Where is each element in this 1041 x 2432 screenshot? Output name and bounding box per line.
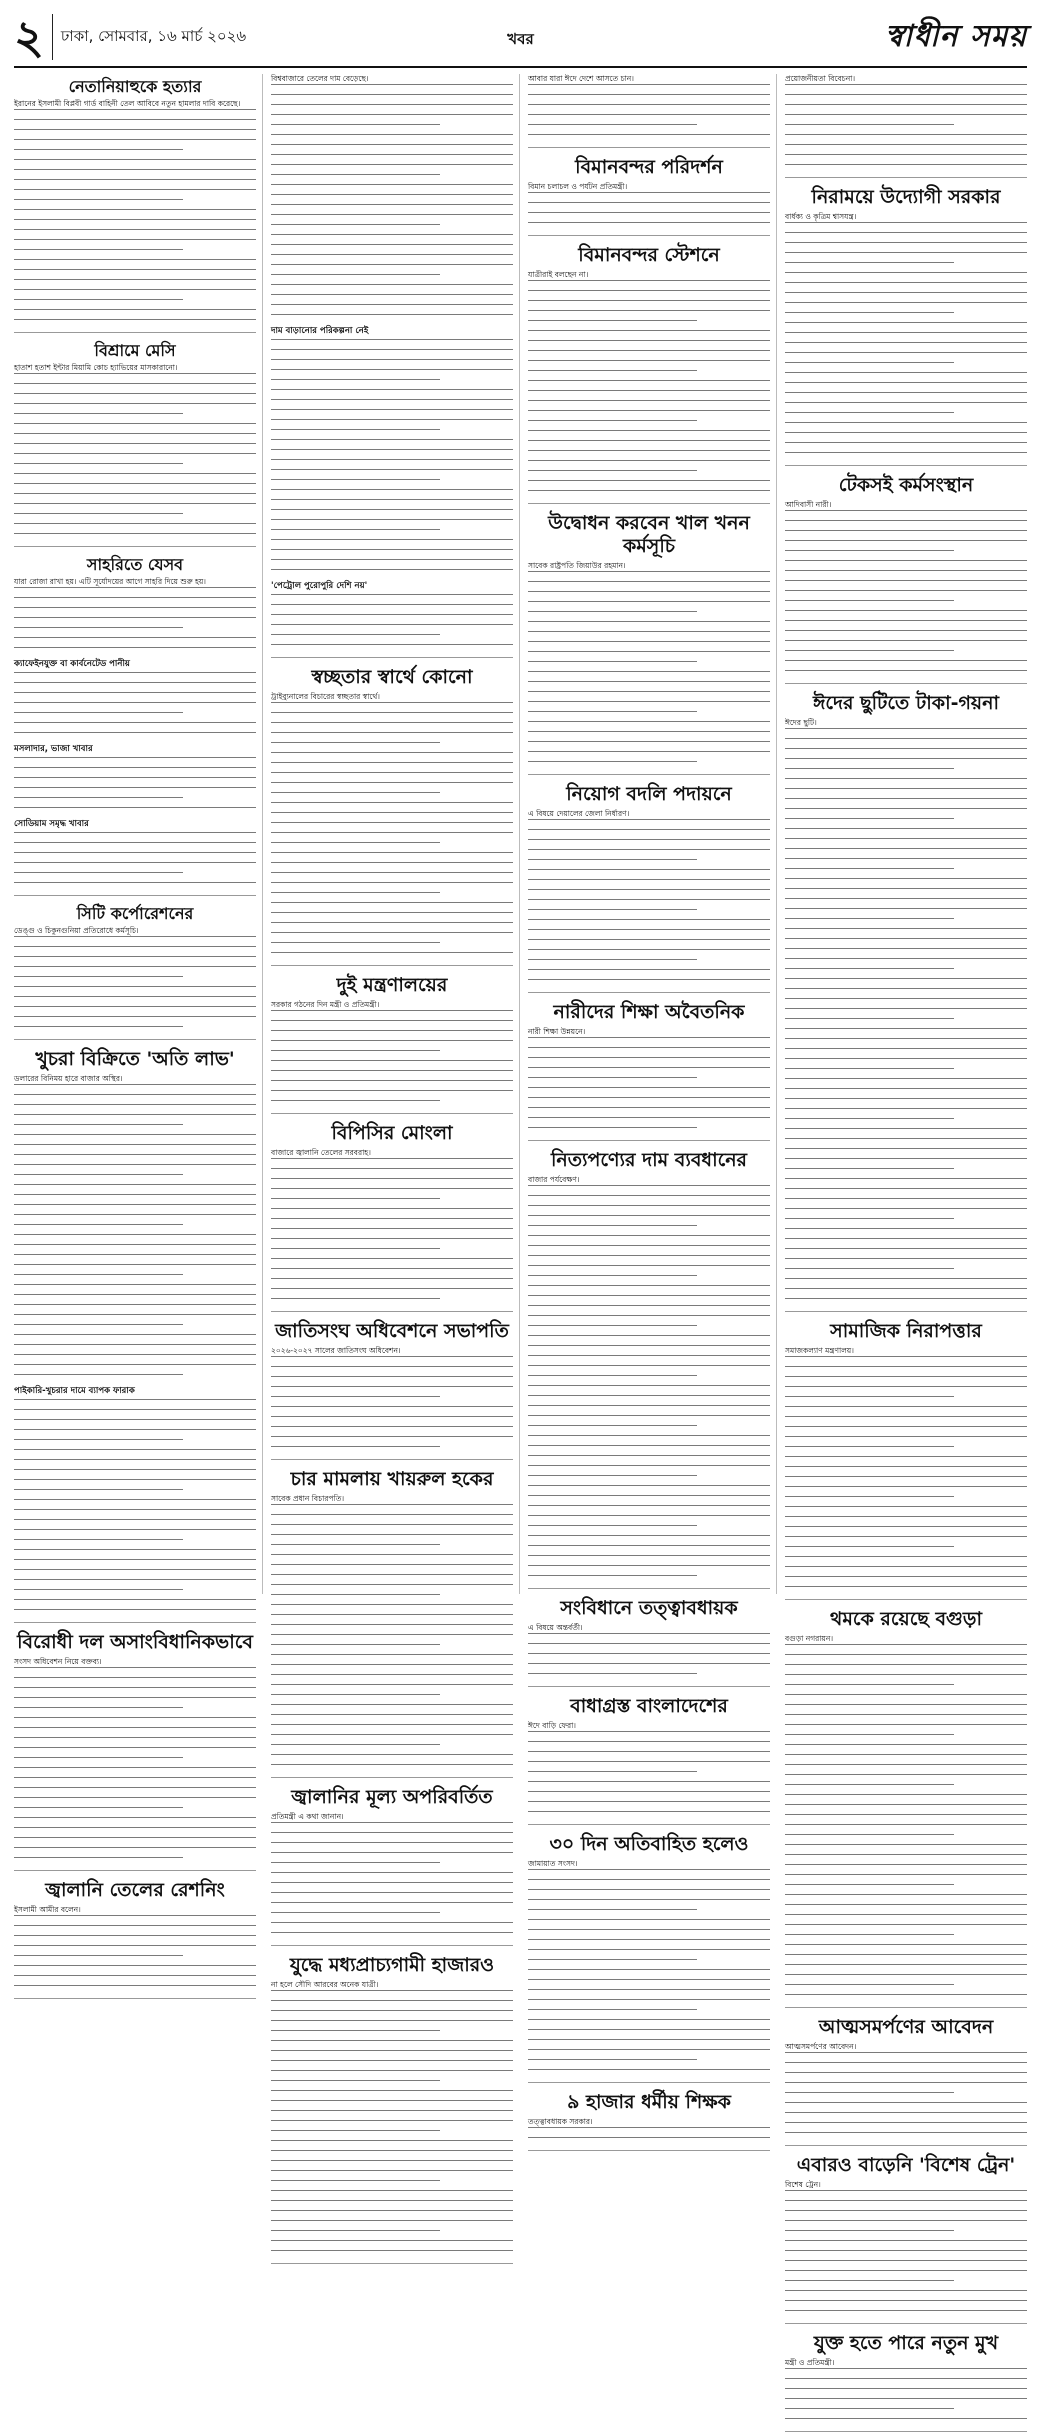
story-lead: আবার যারা ঈদে দেশে আসতে চান। [528, 74, 634, 83]
story-body [785, 1634, 1027, 1995]
story-body [785, 2358, 1027, 2419]
section-label: খবর [507, 30, 534, 48]
story-headline[interactable]: যুদ্ধে মধ্যপ্রাচ্যগামী হাজারও [289, 1954, 495, 1976]
story-lead: প্রতিমন্ত্রী এ কথা জানান। [271, 1812, 344, 1821]
text-lines [14, 1084, 256, 1375]
story-headline[interactable]: ৩০ দিন অতিবাহিত হলেও [549, 1833, 749, 1855]
story-lead: সাবেক রাষ্ট্রপতি জিয়াউর রহমান। [528, 561, 626, 570]
story-body [528, 1027, 770, 1128]
story-headline[interactable]: টেকসই কর্মসংস্থান [838, 474, 974, 496]
column-3 [528, 74, 777, 2126]
story [14, 901, 256, 1040]
story [528, 780, 770, 993]
page-number: ২ [14, 14, 53, 60]
story [14, 74, 256, 333]
story [271, 1317, 513, 1460]
story-headline[interactable]: সাহরিতে যেসব [86, 555, 184, 574]
text-lines [785, 2368, 1027, 2419]
story-headline[interactable]: নিত্যপণ্যের দাম ব্যবধানের [550, 1149, 748, 1171]
story-body [271, 1980, 513, 2251]
story [528, 2088, 770, 2151]
story [785, 2151, 1027, 2324]
story-headline[interactable]: উদ্বোধন করবেন খাল খনন কর্মসূচি [548, 512, 750, 557]
column-2 [271, 74, 520, 1989]
story-body [14, 99, 256, 320]
story-body [271, 1812, 513, 1933]
story [785, 1317, 1027, 1600]
story [528, 509, 770, 775]
story [785, 689, 1027, 1312]
text-lines [14, 936, 256, 1027]
story-headline[interactable]: বাধাগ্রস্ত বাংলাদেশের [570, 1695, 728, 1717]
story-lead: হাতাশ হতাশ ইন্টার মিয়ামি কোচ হ্যাভিয়ের মাসকারানো। [14, 363, 178, 372]
text-lines [14, 672, 256, 733]
story-lead: ইরানের ইসলামী বিপ্লবী গার্ড বাহিনী তেল আবিবে নতুন হামলার দাবি করেছে। [14, 99, 241, 108]
story-lead: আত্মসমর্পণের আবেদন। [785, 2042, 857, 2051]
text-lines [271, 339, 513, 570]
story-headline[interactable]: জ্বালানি তেলের রেশনিং [45, 1879, 225, 1901]
story-subheading: পাইকারি-খুচরার দামে ব্যাপক ফারাক [14, 1386, 135, 1396]
story-lead: জামায়াত সংসদ। [528, 1859, 578, 1868]
story-lead: বিমান চলাচল ও পর্যটন প্রতিমন্ত্রী। [528, 182, 628, 191]
story [271, 971, 513, 1114]
story [528, 1830, 770, 2083]
story-lead: ঈদে বাড়ি ফেরা। [528, 1721, 576, 1730]
text-lines [785, 1356, 1027, 1587]
story [785, 2329, 1027, 2432]
story-body [528, 1859, 770, 2070]
story-lead: সরকার গঠনের দিন মন্ত্রী ও প্রতিমন্ত্রী। [271, 1000, 380, 1009]
story-lead: সমাজকল্যাণ মন্ত্রণালয়। [785, 1346, 854, 1355]
story [785, 74, 1027, 178]
story-lead: ২০২৬-২০২৭ সালের জাতিসংঘ অধিবেশন। [271, 1346, 401, 1355]
story [528, 1692, 770, 1825]
text-lines [14, 1667, 256, 1858]
story-body [14, 1657, 256, 1858]
story-body [528, 1175, 770, 1576]
text-lines [528, 1185, 770, 1576]
text-lines [528, 571, 770, 762]
text-lines [785, 728, 1027, 1299]
story [528, 153, 770, 236]
story-headline[interactable]: চার মামলায় খায়রুল হকের [290, 1468, 494, 1490]
story-body [528, 561, 770, 762]
story-body [14, 1074, 256, 1610]
text-lines [14, 1399, 256, 1610]
story-headline[interactable]: নেতানিয়াহুকে হত্যার [68, 77, 202, 96]
story-subheading: ক্যাফেইনযুক্ত বা কার্বনেটেড পানীয় [14, 659, 130, 669]
story [14, 1628, 256, 1871]
text-lines [528, 1731, 770, 1812]
text-lines [528, 84, 770, 135]
text-lines [14, 757, 256, 808]
text-lines [528, 2127, 770, 2138]
text-lines [14, 373, 256, 534]
story-body [528, 1721, 770, 1812]
story-headline[interactable]: আত্মসমর্পণের আবেদন [818, 2016, 994, 2038]
story-lead: যারা রোজা রাখা হয়। এটি সূর্যোদয়ের আগে সাহরি দিয়ে শুরু হয়। [14, 577, 206, 586]
story-lead: সংসদ অধিবেশন নিয়ে বক্তব্য। [14, 1657, 102, 1666]
story-headline[interactable]: বিমানবন্দর স্টেশনে [578, 244, 720, 266]
story-headline[interactable]: জাতিসংঘ অধিবেশনে সভাপতি [275, 1320, 509, 1342]
story-lead: না হলে সৌদি আরবের অনেক যাত্রী। [271, 1980, 379, 1989]
story-headline[interactable]: নারীদের শিক্ষা অবৈতনিক [553, 1001, 745, 1023]
story [271, 1951, 513, 2264]
story-body [14, 1905, 256, 1986]
story-body [271, 1494, 513, 1765]
text-lines [14, 1915, 256, 1986]
story-body [528, 182, 770, 223]
story-lead: নারী শিক্ষা উন্নয়নে। [528, 1027, 586, 1036]
story-headline[interactable]: সামাজিক নিরাপত্তার [830, 1320, 982, 1342]
story [785, 471, 1027, 684]
text-lines [528, 1633, 770, 1674]
text-lines [785, 1644, 1027, 1995]
story-headline[interactable]: সংবিধানে তত্ত্বাবধায়ক [560, 1597, 738, 1619]
story-body [271, 1148, 513, 1299]
story [271, 663, 513, 966]
masthead [14, 8, 1027, 68]
story-lead: আদিবাসী নারী। [785, 500, 832, 509]
story-body [528, 74, 770, 135]
text-lines [271, 84, 513, 315]
story [785, 183, 1027, 466]
text-lines [271, 1010, 513, 1101]
text-lines [528, 280, 770, 491]
story-subheading: সোডিয়াম সমৃদ্ধ খাবার [14, 819, 89, 829]
text-lines [785, 222, 1027, 453]
story-lead: এ বিষয়ে অন্তর্বর্তী। [528, 1623, 583, 1632]
text-lines [271, 1356, 513, 1447]
story [14, 1876, 256, 1999]
story-body [528, 270, 770, 491]
text-lines [528, 1037, 770, 1128]
story [528, 1594, 770, 1687]
story-body [528, 1623, 770, 1674]
story [271, 1783, 513, 1946]
story-subheading: 'পেট্রোল পুরোপুরি দেশি নয়' [271, 581, 368, 591]
story-body [271, 692, 513, 953]
story [271, 1119, 513, 1312]
story-headline[interactable]: দুই মন্ত্রণালয়ের [336, 974, 448, 996]
column-1 [14, 74, 263, 1914]
story-headline[interactable]: নিরাময়ে উদ্যোগী সরকার [811, 186, 1001, 208]
text-lines [785, 2190, 1027, 2311]
story-headline[interactable]: এবারও বাড়েনি 'বিশেষ ট্রেন' [796, 2154, 1016, 2176]
story-body [785, 1346, 1027, 1587]
story-headline[interactable]: জ্বালানির মূল্য অপরিবর্তিত [291, 1786, 493, 1808]
story-body [14, 926, 256, 1027]
story-lead: যাত্রীরাই বলছেন না। [528, 270, 589, 279]
story-lead: প্রয়োজনীয়তা বিবেচনা। [785, 74, 856, 83]
text-lines [271, 702, 513, 953]
story-lead: তত্ত্বাবধায়ক সরকার। [528, 2117, 593, 2126]
text-lines [528, 819, 770, 980]
text-lines [14, 109, 256, 320]
story-body [785, 2180, 1027, 2311]
story-headline[interactable]: সিটি কর্পোরেশনের [76, 904, 194, 923]
story-body [785, 718, 1027, 1299]
story [14, 552, 256, 896]
story [528, 998, 770, 1141]
story-body [271, 1346, 513, 1447]
story-lead: বগুড়া নগরায়ন। [785, 1634, 834, 1643]
story-body [528, 2117, 770, 2138]
text-lines [271, 1990, 513, 2251]
story-headline[interactable]: স্বচ্ছতার স্বার্থে কোনো [311, 666, 473, 688]
story-lead: মন্ত্রী ও প্রতিমন্ত্রী। [785, 2358, 835, 2367]
columns [14, 74, 1027, 2367]
story-headline[interactable]: বিরোধী দল অসাংবিধানিকভাবে [17, 1631, 253, 1653]
story-headline[interactable]: থমকে রয়েছে বগুড়া [830, 1608, 982, 1630]
story-body [14, 577, 256, 883]
text-lines [785, 510, 1027, 671]
story-lead: ঈদের ছুটি। [785, 718, 817, 727]
story-lead: ডলারের বিনিময় হারে বাজার অস্থির। [14, 1074, 123, 1083]
story-body [271, 74, 513, 645]
story-lead: বিশ্ববাজারে তেলের দাম বেড়েছে। [271, 74, 369, 83]
story [14, 1045, 256, 1623]
text-lines [271, 1822, 513, 1933]
story-body [14, 363, 256, 534]
story-body [271, 1000, 513, 1101]
story [528, 1146, 770, 1589]
story-lead: বাজারে জ্বালানি তেলের সরবরাহ। [271, 1148, 371, 1157]
story-lead: বিশেষ ট্রেন। [785, 2180, 821, 2189]
story-headline[interactable]: বিমানবন্দর পরিদর্শন [575, 156, 723, 178]
text-lines [785, 84, 1027, 165]
story-body [785, 500, 1027, 671]
text-lines [271, 1158, 513, 1299]
story-lead: ট্রাইব্যুনালের বিচারের স্বচ্ছতার স্বার্থে। [271, 692, 380, 701]
text-lines [271, 594, 513, 645]
text-lines [14, 832, 256, 883]
story-body [785, 2042, 1027, 2133]
text-lines [528, 1869, 770, 2070]
story-body [528, 809, 770, 980]
story-headline[interactable]: ঈদের ছুটিতে টাকা-গয়না [813, 692, 999, 714]
story-body [785, 212, 1027, 453]
dateline: ঢাকা, সোমবার, ১৬ মার্চ ২০২৬ [60, 26, 247, 45]
story-lead: ইসলামী আমীর বলেন। [14, 1905, 81, 1914]
story [785, 2013, 1027, 2146]
story-body [785, 74, 1027, 165]
text-lines [528, 192, 770, 223]
story-headline[interactable]: ৯ হাজার ধর্মীয় শিক্ষক [567, 2091, 731, 2113]
story-lead: এ বিষয়ে দেয়ালের জেলা নির্ধারণ। [528, 809, 630, 818]
story-headline[interactable]: বিপিসির মোংলা [331, 1122, 453, 1144]
story [785, 1605, 1027, 2008]
text-lines [14, 587, 256, 648]
column-4 [785, 74, 1027, 2367]
story [528, 241, 770, 504]
story-headline[interactable]: খুচরা বিক্রিতে 'অতি লাভ' [35, 1048, 235, 1070]
story [528, 74, 770, 148]
brand-logo: স্বাধীন সময় [885, 18, 1027, 54]
story-lead: ডেঙ্গু ও চিকুনগুনিয়া প্রতিরোধে কর্মসূচি। [14, 926, 139, 935]
story-headline[interactable]: নিয়োগ বদলি পদায়নে [566, 783, 732, 805]
story-headline[interactable]: যুক্ত হতে পারে নতুন মুখ [813, 2332, 999, 2354]
story-lead: বার্ধক্য ও কৃত্রিম শ্বাসযন্ত্র। [785, 212, 857, 221]
story [271, 1465, 513, 1778]
story-lead: বাজার পর্যবেক্ষণ। [528, 1175, 580, 1184]
text-lines [271, 1504, 513, 1765]
story [271, 74, 513, 658]
story-subheading: দাম বাড়ানোর পরিকল্পনা নেই [271, 326, 369, 336]
story-lead: সাবেক প্রধান বিচারপতি। [271, 1494, 344, 1503]
story [14, 338, 256, 547]
story-headline[interactable]: বিশ্রামে মেসি [94, 341, 176, 360]
text-lines [785, 2052, 1027, 2133]
story-subheading: মসলাদার, ভাজা খাবার [14, 744, 93, 754]
